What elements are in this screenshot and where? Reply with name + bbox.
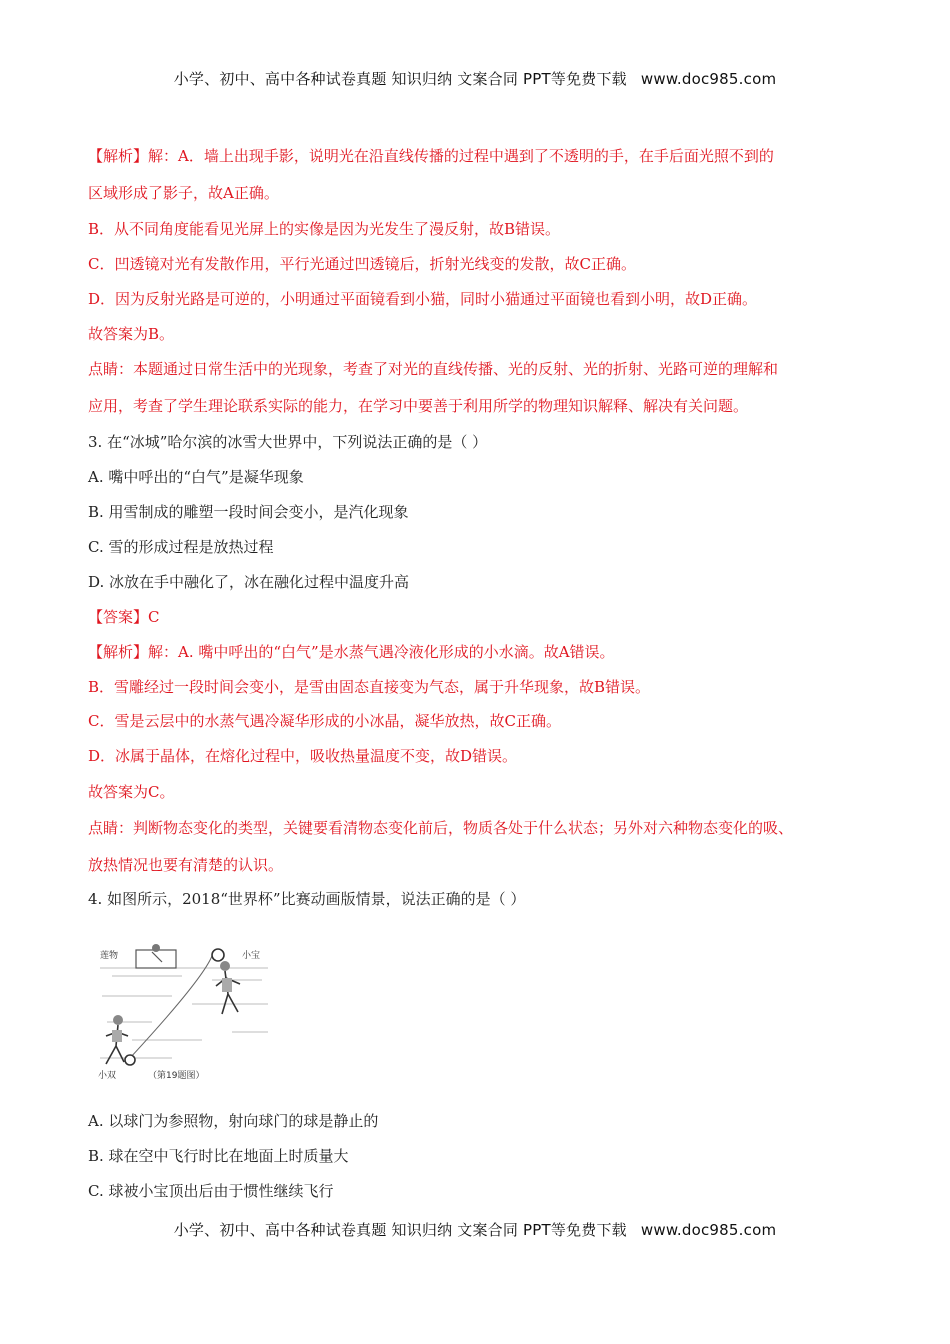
q4-figure-drawing [92,940,268,1082]
q2-analysis-d: D．因为反射光路是可逆的，小明通过平面镜看到小猫，同时小猫通过平面镜也看到小明，故D正确。 [88,290,758,308]
header-text: 小学、初中、高中各种试卷真题 知识归纳 文案合同 PPT等免费下载 [173,70,627,88]
q4-option-b: B. 球在空中飞行时比在地面上时质量大 [88,1147,349,1165]
q3-option-d: D. 冰放在手中融化了，冰在融化过程中温度升高 [88,573,410,591]
figure-label-left: 小双 [98,1071,117,1081]
q2-analysis-line1: 【解析】解：A．墙上出现手影，说明光在沿直线传播的过程中遇到了不透明的手，在手后面光照不到的 [88,147,774,165]
q2-analysis-b: B．从不同角度能看见光屏上的实像是因为光发生了漫反射，故B错误。 [88,220,561,238]
footer-site[interactable]: www.doc985.com [640,1221,777,1239]
q3-option-c: C. 雪的形成过程是放热过程 [88,538,274,556]
header-site[interactable]: www.doc985.com [640,70,777,88]
figure-label-goal: 莲物 [100,951,119,961]
q4-option-c: C. 球被小宝顶出后由于惯性继续飞行 [88,1182,334,1200]
q2-comment-line2: 应用，考查了学生理论联系实际的能力，在学习中要善于利用所学的物理知识解释、解决有关问题。 [88,397,749,415]
q3-analysis-d: D．冰属于晶体，在熔化过程中，吸收热量温度不变，故D错误。 [88,747,518,765]
footer-text: 小学、初中、高中各种试卷真题 知识归纳 文案合同 PPT等免费下载 [173,1221,627,1239]
q3-analysis-line1: 【解析】解：A. 嘴中呼出的“白气”是水蒸气遇冷液化形成的小水滴。故A错误。 [88,643,615,661]
page-header [0,68,950,89]
q3-answer-key: 【答案】C [88,608,160,626]
q3-answer: 故答案为C。 [88,783,175,801]
q4-stem: 4. 如图所示，2018“世界杯”比赛动画版情景，说法正确的是（ ） [88,890,526,908]
q3-option-a: A. 嘴中呼出的“白气”是凝华现象 [88,468,304,486]
q3-stem: 3. 在“冰城”哈尔滨的冰雪大世界中，下列说法正确的是（ ） [88,433,488,451]
figure-label-right: 小宝 [242,951,261,961]
q3-option-b: B. 用雪制成的雕塑一段时间会变小，是汽化现象 [88,503,409,521]
q2-comment-line1: 点睛：本题通过日常生活中的光现象，考查了对光的直线传播、光的反射、光的折射、光路可逆的理解和 [88,360,779,378]
figure-caption: （第19题图） [148,1071,205,1081]
q4-figure [92,940,268,1082]
q3-analysis-c: C．雪是云层中的水蒸气遇冷凝华形成的小冰晶，凝华放热，故C正确。 [88,712,561,730]
q2-analysis-c: C．凹透镜对光有发散作用，平行光通过凹透镜后，折射光线变的发散，故C正确。 [88,255,636,273]
q3-analysis-b: B．雪雕经过一段时间会变小，是雪由固态直接变为气态，属于升华现象，故B错误。 [88,678,651,696]
q4-option-a: A. 以球门为参照物，射向球门的球是静止的 [88,1112,379,1130]
q2-answer: 故答案为B。 [88,325,175,343]
page-footer [0,1219,950,1240]
q3-comment-line2: 放热情况也要有清楚的认识。 [88,856,284,874]
q2-analysis-line2: 区域形成了影子，故A正确。 [88,184,279,202]
q3-comment-line1: 点睛：判断物态变化的类型，关键要看清物态变化前后，物质各处于什么状态；另外对六种物态变化的吸、 [88,819,794,837]
